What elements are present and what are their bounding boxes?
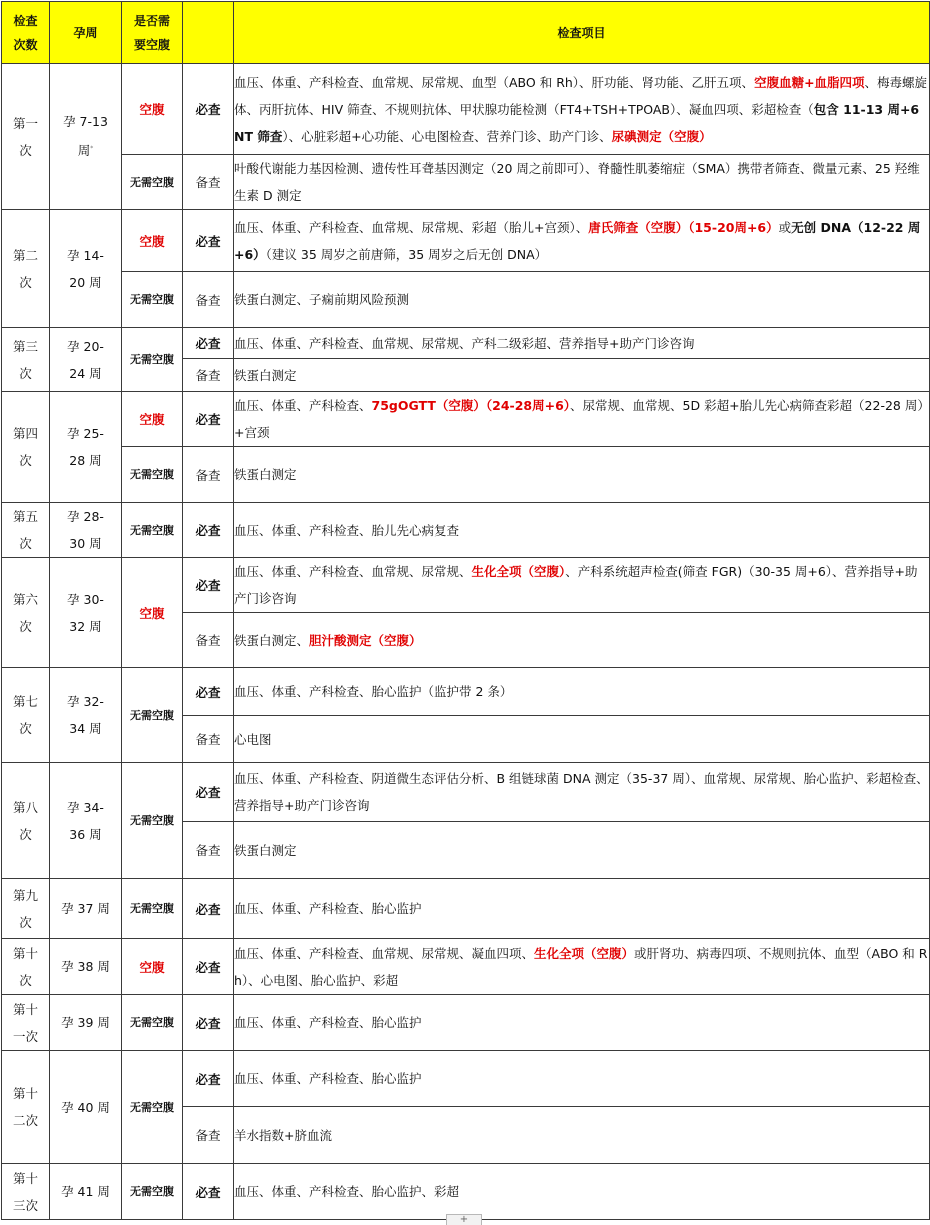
gestational-week [50, 64, 122, 210]
visit-row-optional [2, 272, 930, 328]
no-fasting-label: 无需空腹 [122, 1164, 183, 1220]
week-text: 孕 7-13 周 [63, 114, 108, 159]
exam-item-text: 、产科系统超声检查(筛查 FGR)（30-35 周+6）、营养指导+助产门诊咨询 [234, 564, 918, 606]
no-fasting-label: 无需空腹 [122, 447, 183, 503]
gestational-week [50, 210, 122, 328]
visit-number: 第十次 [2, 939, 50, 995]
required-items [234, 392, 930, 447]
required-items [234, 939, 930, 995]
exam-item-text: 血压、体重、产科检查、胎心监护（监护带 2 条） [234, 684, 513, 699]
exam-item-text: 铁蛋白测定 [234, 367, 297, 383]
exam-item-text: 血压、体重、产科检查、血常规、尿常规、彩超（胎儿+宫颈）、 [234, 219, 589, 235]
optional-label: 备查 [183, 613, 234, 668]
required-items [234, 1051, 930, 1107]
required-label: 必查 [183, 995, 234, 1051]
week-text: 孕 20-24 周 [67, 338, 104, 381]
optional-items [234, 359, 930, 392]
exam-item-text: 包含 11-13 周+6NT 筛查 [234, 101, 920, 144]
week-text: 孕 39 周 [61, 1015, 110, 1030]
visit-number: 第七次 [2, 668, 50, 763]
visit-row [2, 1051, 930, 1107]
fasting-badge: 空腹 [122, 558, 183, 668]
visit-row [2, 939, 930, 995]
required-items [234, 668, 930, 716]
required-items [234, 210, 930, 272]
required-label: 必查 [183, 879, 234, 939]
optional-label: 备查 [183, 272, 234, 328]
gestational-week [50, 1051, 122, 1164]
no-fasting-label: 无需空腹 [122, 155, 183, 210]
exam-item-text: 羊水指数+脐血流 [234, 1127, 332, 1143]
visit-number: 第八次 [2, 763, 50, 879]
exam-item-text: ）、心脏彩超+心功能、心电图检查、营养门诊、助产门诊、 [282, 128, 612, 144]
required-label: 必查 [183, 558, 234, 613]
optional-label: 备查 [183, 155, 234, 210]
no-fasting-label: 无需空腹 [122, 272, 183, 328]
header-visit: 检查次数 [2, 2, 50, 64]
required-items [234, 64, 930, 155]
week-text: 孕 28-30 周 [67, 509, 104, 551]
footnote-mark: * [90, 145, 94, 153]
no-fasting-label: 无需空腹 [122, 1051, 183, 1164]
week-text: 孕 38 周 [61, 959, 110, 974]
gestational-week [50, 995, 122, 1051]
optional-items [234, 613, 930, 668]
no-fasting-label: 无需空腹 [122, 763, 183, 879]
exam-schedule-table [1, 1, 930, 1220]
exam-item-text: 无创 DNA（12-22 周+6） [234, 219, 921, 262]
exam-item-text: 血压、体重、产科检查、 [234, 398, 372, 413]
required-label: 必查 [183, 328, 234, 359]
exam-item-text: 或肝肾功、病毒四项、不规则抗体、血型（ABO 和 Rh）、心电图、胎心监护、彩超 [234, 945, 928, 988]
fasting-badge: 空腹 [122, 210, 183, 272]
header-week: 孕周 [50, 2, 122, 64]
header-kind [183, 2, 234, 64]
visit-row [2, 392, 930, 447]
week-text: 孕 40 周 [61, 1099, 110, 1115]
visit-number: 第四次 [2, 392, 50, 503]
exam-item-text: 血压、体重、产科检查、胎心监护 [234, 901, 422, 916]
visit-number: 第一次 [2, 64, 50, 210]
required-items [234, 503, 930, 558]
optional-label: 备查 [183, 822, 234, 879]
exam-item-text: 血压、体重、产科检查、胎儿先心病复查 [234, 522, 460, 538]
exam-item-text: 铁蛋白测定、子痫前期风险预测 [234, 292, 410, 307]
no-fasting-label: 无需空腹 [122, 668, 183, 763]
visit-row [2, 763, 930, 822]
required-label: 必查 [183, 763, 234, 822]
exam-item-text: 胆汁酸测定（空腹） [309, 632, 422, 648]
required-label: 必查 [183, 503, 234, 558]
gestational-week [50, 558, 122, 668]
week-text: 孕 34-36 周 [67, 799, 104, 842]
gestational-week [50, 668, 122, 763]
week-text: 孕 37 周 [61, 901, 110, 916]
exam-item-text: 血压、体重、产科检查、阴道微生态评估分析、B 组链球菌 DNA 测定（35-37 周）、血常规、尿常规、胎心监护、彩超检查、营养指导+助产门诊咨询 [234, 771, 929, 813]
gestational-week [50, 879, 122, 939]
visit-number: 第二次 [2, 210, 50, 328]
week-text: 孕 32-34 周 [67, 694, 104, 736]
visit-number: 第五次 [2, 503, 50, 558]
optional-label: 备查 [183, 359, 234, 392]
visit-number: 第六次 [2, 558, 50, 668]
fasting-badge: 空腹 [122, 392, 183, 447]
required-items [234, 763, 930, 822]
exam-item-text: 血压、体重、产科检查、胎心监护 [234, 1071, 422, 1086]
gestational-week [50, 939, 122, 995]
visit-number: 第十二次 [2, 1051, 50, 1164]
fasting-badge: 空腹 [122, 939, 183, 995]
exam-item-text: 或 [778, 219, 792, 235]
gestational-week [50, 763, 122, 879]
required-label: 必查 [183, 939, 234, 995]
optional-items [234, 1107, 930, 1164]
required-items [234, 328, 930, 359]
required-label: 必查 [183, 392, 234, 447]
exam-item-text: 铁蛋白测定 [234, 842, 297, 858]
visit-row [2, 995, 930, 1051]
exam-item-text: 尿碘测定（空腹） [611, 128, 712, 144]
optional-items [234, 155, 930, 210]
exam-item-text: 血压、体重、产科检查、血常规、尿常规、血型（ABO 和 Rh）、肝功能、肾功能、乙肝五项、 [234, 74, 755, 90]
exam-item-text: 、尿常规、血常规、5D 彩超+胎儿先心病筛查彩超（22-28 周）+宫颈 [234, 398, 924, 440]
exam-item-text: 心电图 [234, 731, 272, 747]
visit-number: 第十一次 [2, 995, 50, 1051]
exam-item-text: 血压、体重、产科检查、胎心监护 [234, 1015, 422, 1030]
visit-number: 第三次 [2, 328, 50, 392]
exam-item-text: 唐氏筛查（空腹）（15-20周+6） [588, 219, 779, 235]
exam-item-text: 75gOGTT（空腹）（24-28周+6） [371, 398, 571, 413]
required-items [234, 995, 930, 1051]
horizontal-scroll-handle[interactable]: + [446, 1214, 482, 1225]
exam-item-text: 血压、体重、产科检查、血常规、尿常规、凝血四项、 [234, 945, 535, 961]
visit-row-optional [2, 447, 930, 503]
visit-row [2, 879, 930, 939]
optional-items [234, 822, 930, 879]
optional-label: 备查 [183, 716, 234, 763]
no-fasting-label: 无需空腹 [122, 995, 183, 1051]
week-text: 孕 30-32 周 [67, 591, 104, 634]
exam-item-text: 空腹血糖+血脂四项 [754, 74, 865, 90]
optional-label: 备查 [183, 447, 234, 503]
visit-row [2, 210, 930, 272]
required-label: 必查 [183, 1051, 234, 1107]
exam-item-text: 生化全项（空腹） [471, 564, 566, 579]
exam-item-text: 铁蛋白测定、 [234, 632, 310, 648]
header-row [2, 2, 930, 64]
exam-item-text: （建议 35 周岁之前唐筛，35 周岁之后无创 DNA） [265, 246, 548, 262]
optional-items [234, 447, 930, 503]
gestational-week [50, 392, 122, 503]
visit-number: 第十三次 [2, 1164, 50, 1220]
required-label: 必查 [183, 210, 234, 272]
exam-item-text: 血压、体重、产科检查、胎心监护、彩超 [234, 1184, 460, 1199]
visit-row [2, 558, 930, 613]
no-fasting-label: 无需空腹 [122, 503, 183, 558]
visit-row [2, 64, 930, 155]
week-text: 孕 14-20 周 [67, 247, 104, 290]
required-items [234, 558, 930, 613]
required-label: 必查 [183, 668, 234, 716]
required-label: 必查 [183, 64, 234, 155]
exam-item-text: 血压、体重、产科检查、血常规、尿常规、产科二级彩超、营养指导+助产门诊咨询 [234, 335, 695, 351]
visit-row [2, 668, 930, 716]
visit-row [2, 1164, 930, 1220]
week-text: 孕 41 周 [61, 1184, 110, 1199]
gestational-week [50, 503, 122, 558]
optional-label: 备查 [183, 1107, 234, 1164]
exam-item-text: 、梅毒螺旋体、丙肝抗体、HIV 筛查、不规则抗体、甲状腺功能检测（FT4+TSH+TPOAB）、凝血四项、彩超检查（ [234, 74, 928, 117]
gestational-week [50, 1164, 122, 1220]
exam-item-text: 生化全项（空腹） [534, 945, 635, 961]
week-text: 孕 25-28 周 [67, 426, 104, 468]
exam-item-text: 叶酸代谢能力基因检测、遗传性耳聋基因测定（20 周之前即可）、脊髓性肌萎缩症（SMA）携带者筛查、微量元素、25 羟维生素 D 测定 [234, 161, 920, 203]
required-items [234, 1164, 930, 1220]
no-fasting-label: 无需空腹 [122, 328, 183, 392]
required-items [234, 879, 930, 939]
exam-item-text: 铁蛋白测定 [234, 467, 297, 482]
no-fasting-label: 无需空腹 [122, 879, 183, 939]
visit-row-optional [2, 155, 930, 210]
optional-items [234, 272, 930, 328]
gestational-week [50, 328, 122, 392]
exam-item-text: 血压、体重、产科检查、血常规、尿常规、 [234, 564, 472, 579]
header-fasting: 是否需要空腹 [122, 2, 183, 64]
optional-items [234, 716, 930, 763]
visit-row [2, 503, 930, 558]
visit-row [2, 328, 930, 359]
header-items: 检查项目 [234, 2, 930, 64]
required-label: 必查 [183, 1164, 234, 1220]
fasting-badge: 空腹 [122, 64, 183, 155]
visit-number: 第九次 [2, 879, 50, 939]
